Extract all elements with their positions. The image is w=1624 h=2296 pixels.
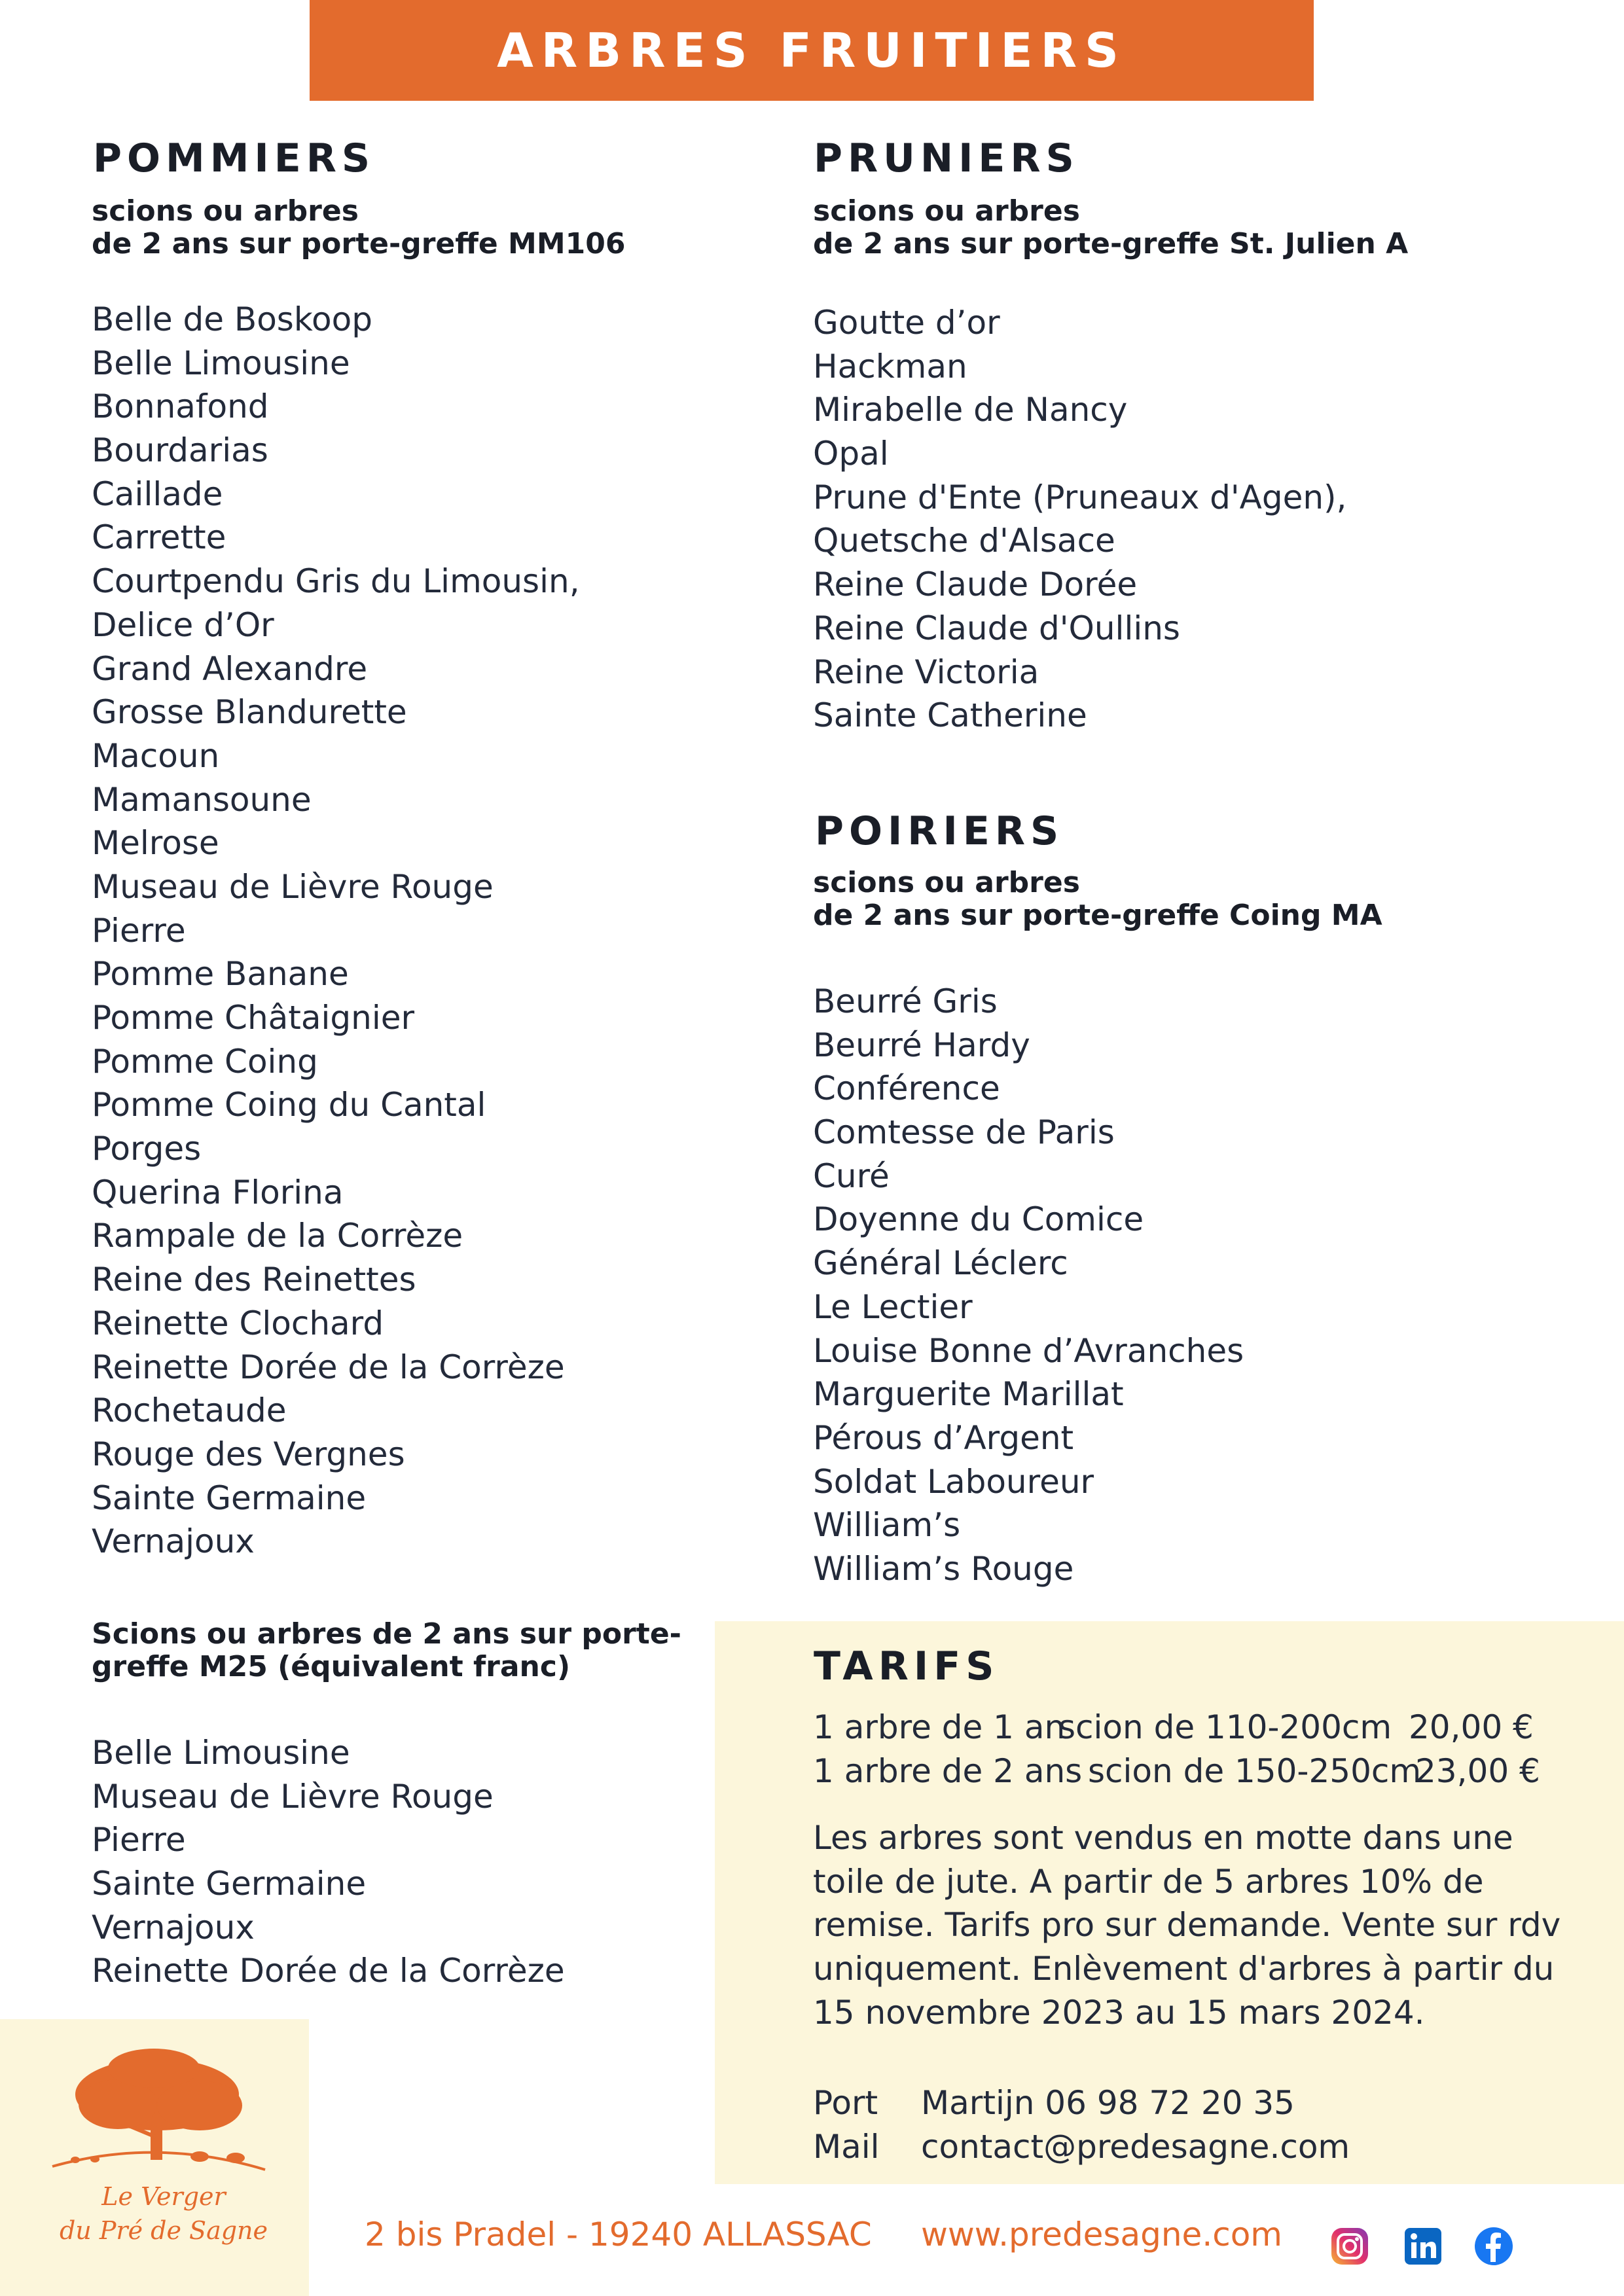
pommier-variety: Rouge des Vergnes bbox=[92, 1435, 405, 1473]
pommier-variety: Belle Limousine bbox=[92, 344, 350, 382]
poiriers-heading: POIRIERS bbox=[815, 808, 1064, 854]
pommier-variety: Macoun bbox=[92, 736, 220, 775]
contact-mail-label: Mail bbox=[813, 2128, 880, 2166]
poirier-variety: Curé bbox=[813, 1157, 890, 1195]
pommier-variety: Rochetaude bbox=[92, 1391, 287, 1430]
footer-address: 2 bis Pradel - 19240 ALLASSAC bbox=[365, 2215, 872, 2253]
poiriers-subtitle bbox=[813, 867, 1382, 932]
logo-caption-line: du Pré de Sagne bbox=[59, 2216, 268, 2245]
contact-phone[interactable]: Martijn 06 98 72 20 35 bbox=[921, 2084, 1295, 2122]
pommier-m25-variety: Vernajoux bbox=[92, 1908, 255, 1946]
poirier-variety: Le Lectier bbox=[813, 1287, 973, 1326]
pommier-m25-variety: Pierre bbox=[92, 1821, 186, 1859]
poirier-variety: Comtesse de Paris bbox=[813, 1113, 1115, 1152]
pommier-variety: Grand Alexandre bbox=[92, 649, 368, 688]
pommier-variety: Reinette Dorée de la Corrèze bbox=[92, 1348, 565, 1386]
pruniers-subtitle-line: de 2 ans sur porte-greffe St. Julien A bbox=[813, 227, 1409, 260]
description-line: Les arbres sont vendus en motte dans une bbox=[813, 1819, 1513, 1857]
description-line: uniquement. Enlèvement d'arbres à partir du bbox=[813, 1950, 1555, 1988]
pommier-variety: Pomme Châtaignier bbox=[92, 999, 415, 1037]
price-size: scion de 110-200cm bbox=[1058, 1708, 1392, 1746]
pommier-variety: Reinette Clochard bbox=[92, 1304, 384, 1342]
prunier-variety: Prune d'Ente (Pruneaux d'Agen), bbox=[813, 478, 1347, 516]
tree-logo-icon bbox=[39, 2045, 275, 2189]
poiriers-subtitle-line: scions ou arbres bbox=[813, 866, 1080, 899]
poirier-variety: Doyenne du Comice bbox=[813, 1200, 1144, 1239]
prunier-variety: Reine Claude d'Oullins bbox=[813, 609, 1180, 647]
description-line: toile de jute. A partir de 5 arbres 10% de bbox=[813, 1862, 1484, 1901]
contact-email[interactable]: contact@predesagne.com bbox=[921, 2128, 1350, 2166]
pommier-variety: Sainte Germaine bbox=[92, 1479, 367, 1517]
prunier-variety: Reine Claude Dorée bbox=[813, 565, 1138, 604]
page-banner bbox=[310, 0, 1314, 101]
prunier-variety: Opal bbox=[813, 435, 889, 473]
pommier-variety: Vernajoux bbox=[92, 1522, 255, 1561]
pruniers-subtitle bbox=[813, 195, 1408, 260]
pommiers-subtitle bbox=[92, 195, 625, 260]
pommier-variety: Grosse Blandurette bbox=[92, 693, 407, 732]
pommiers-subtitle-line: de 2 ans sur porte-greffe MM106 bbox=[92, 227, 626, 260]
page-title: ARBRES FRUITIERS bbox=[497, 23, 1127, 78]
prunier-variety: Quetsche d'Alsace bbox=[813, 522, 1115, 560]
poirier-variety: Louise Bonne d’Avranches bbox=[813, 1331, 1244, 1370]
price-item: 1 arbre de 1 an bbox=[813, 1708, 1066, 1746]
poirier-variety: William’s bbox=[813, 1506, 961, 1545]
pommier-variety: Mamansoune bbox=[92, 780, 312, 819]
pommier-variety: Caillade bbox=[92, 475, 223, 513]
pommier-variety: Pierre bbox=[92, 911, 186, 950]
pommier-variety: Porges bbox=[92, 1130, 202, 1168]
pommier-variety: Delice d’Or bbox=[92, 605, 274, 644]
poirier-variety: Marguerite Marillat bbox=[813, 1375, 1124, 1414]
poiriers-list bbox=[813, 980, 1244, 1591]
poirier-variety: William’s Rouge bbox=[813, 1549, 1074, 1588]
pruniers-heading: PRUNIERS bbox=[814, 135, 1079, 181]
pommier-variety: Courtpendu Gris du Limousin, bbox=[92, 562, 580, 601]
pruniers-list bbox=[813, 301, 1346, 738]
pommier-variety: Querina Florina bbox=[92, 1173, 344, 1211]
pommiers-list bbox=[92, 298, 580, 1564]
poirier-variety: Beurré Hardy bbox=[813, 1026, 1030, 1064]
pommier-variety: Pomme Coing du Cantal bbox=[92, 1086, 486, 1124]
pruniers-subtitle-line: scions ou arbres bbox=[813, 194, 1080, 228]
price-value: 23,00 € bbox=[1415, 1752, 1540, 1790]
poirier-variety: Pérous d’Argent bbox=[813, 1418, 1074, 1457]
price-size: scion de 150-250cm bbox=[1088, 1752, 1422, 1790]
description-line: remise. Tarifs pro sur demande. Vente sur rdv bbox=[813, 1906, 1561, 1945]
linkedin-icon[interactable] bbox=[1402, 2225, 1444, 2267]
pommier-variety: Belle de Boskoop bbox=[92, 300, 372, 338]
pommier-variety: Bourdarias bbox=[92, 431, 268, 470]
pommier-variety: Pomme Coing bbox=[92, 1042, 318, 1081]
pommier-m25-variety: Museau de Lièvre Rouge bbox=[92, 1777, 494, 1816]
pommier-m25-variety: Reinette Dorée de la Corrèze bbox=[92, 1952, 565, 1990]
pommier-variety: Rampale de la Corrèze bbox=[92, 1217, 463, 1255]
description-line: 15 novembre 2023 au 15 mars 2024. bbox=[813, 1993, 1425, 2032]
prunier-variety: Sainte Catherine bbox=[813, 696, 1087, 735]
poirier-variety: Soldat Laboureur bbox=[813, 1462, 1094, 1501]
prunier-variety: Hackman bbox=[813, 347, 967, 386]
pommiers-m25-subtitle bbox=[92, 1618, 681, 1683]
pommier-variety: Melrose bbox=[92, 824, 219, 863]
prunier-variety: Reine Victoria bbox=[813, 653, 1039, 691]
logo-caption-line: Le Verger bbox=[101, 2182, 226, 2211]
price-item: 1 arbre de 2 ans bbox=[813, 1752, 1083, 1790]
price-value: 20,00 € bbox=[1409, 1708, 1534, 1746]
pommier-m25-variety: Belle Limousine bbox=[92, 1734, 350, 1772]
pommier-m25-variety: Sainte Germaine bbox=[92, 1865, 367, 1903]
tarifs-heading: TARIFS bbox=[814, 1643, 1000, 1689]
poirier-variety: Conférence bbox=[813, 1069, 1000, 1108]
logo-caption bbox=[52, 2179, 275, 2248]
pommier-variety: Museau de Lièvre Rouge bbox=[92, 867, 494, 906]
poirier-variety: Général Léclerc bbox=[813, 1244, 1068, 1283]
prunier-variety: Goutte d’or bbox=[813, 304, 1000, 342]
pommiers-heading: POMMIERS bbox=[93, 135, 376, 181]
footer-website-link[interactable]: www.predesagne.com bbox=[921, 2215, 1283, 2253]
tarifs-description bbox=[813, 1816, 1566, 2035]
pommier-variety: Reine des Reinettes bbox=[92, 1261, 416, 1299]
pommiers-m25-subtitle-line: greffe M25 (équivalent franc) bbox=[92, 1650, 571, 1683]
facebook-icon[interactable] bbox=[1473, 2225, 1515, 2267]
poirier-variety: Beurré Gris bbox=[813, 982, 998, 1020]
pommier-variety: Pomme Banane bbox=[92, 955, 349, 994]
pommier-variety: Bonnafond bbox=[92, 387, 269, 426]
pommier-variety: Carrette bbox=[92, 518, 226, 557]
pommiers-subtitle-line: scions ou arbres bbox=[92, 194, 359, 228]
poiriers-subtitle-line: de 2 ans sur porte-greffe Coing MA bbox=[813, 899, 1382, 932]
pommiers-m25-subtitle-line: Scions ou arbres de 2 ans sur porte- bbox=[92, 1617, 681, 1651]
instagram-icon[interactable] bbox=[1329, 2225, 1371, 2267]
prunier-variety: Mirabelle de Nancy bbox=[813, 391, 1128, 429]
pommiers-m25-list bbox=[92, 1731, 565, 1993]
contact-port-label: Port bbox=[813, 2084, 878, 2122]
